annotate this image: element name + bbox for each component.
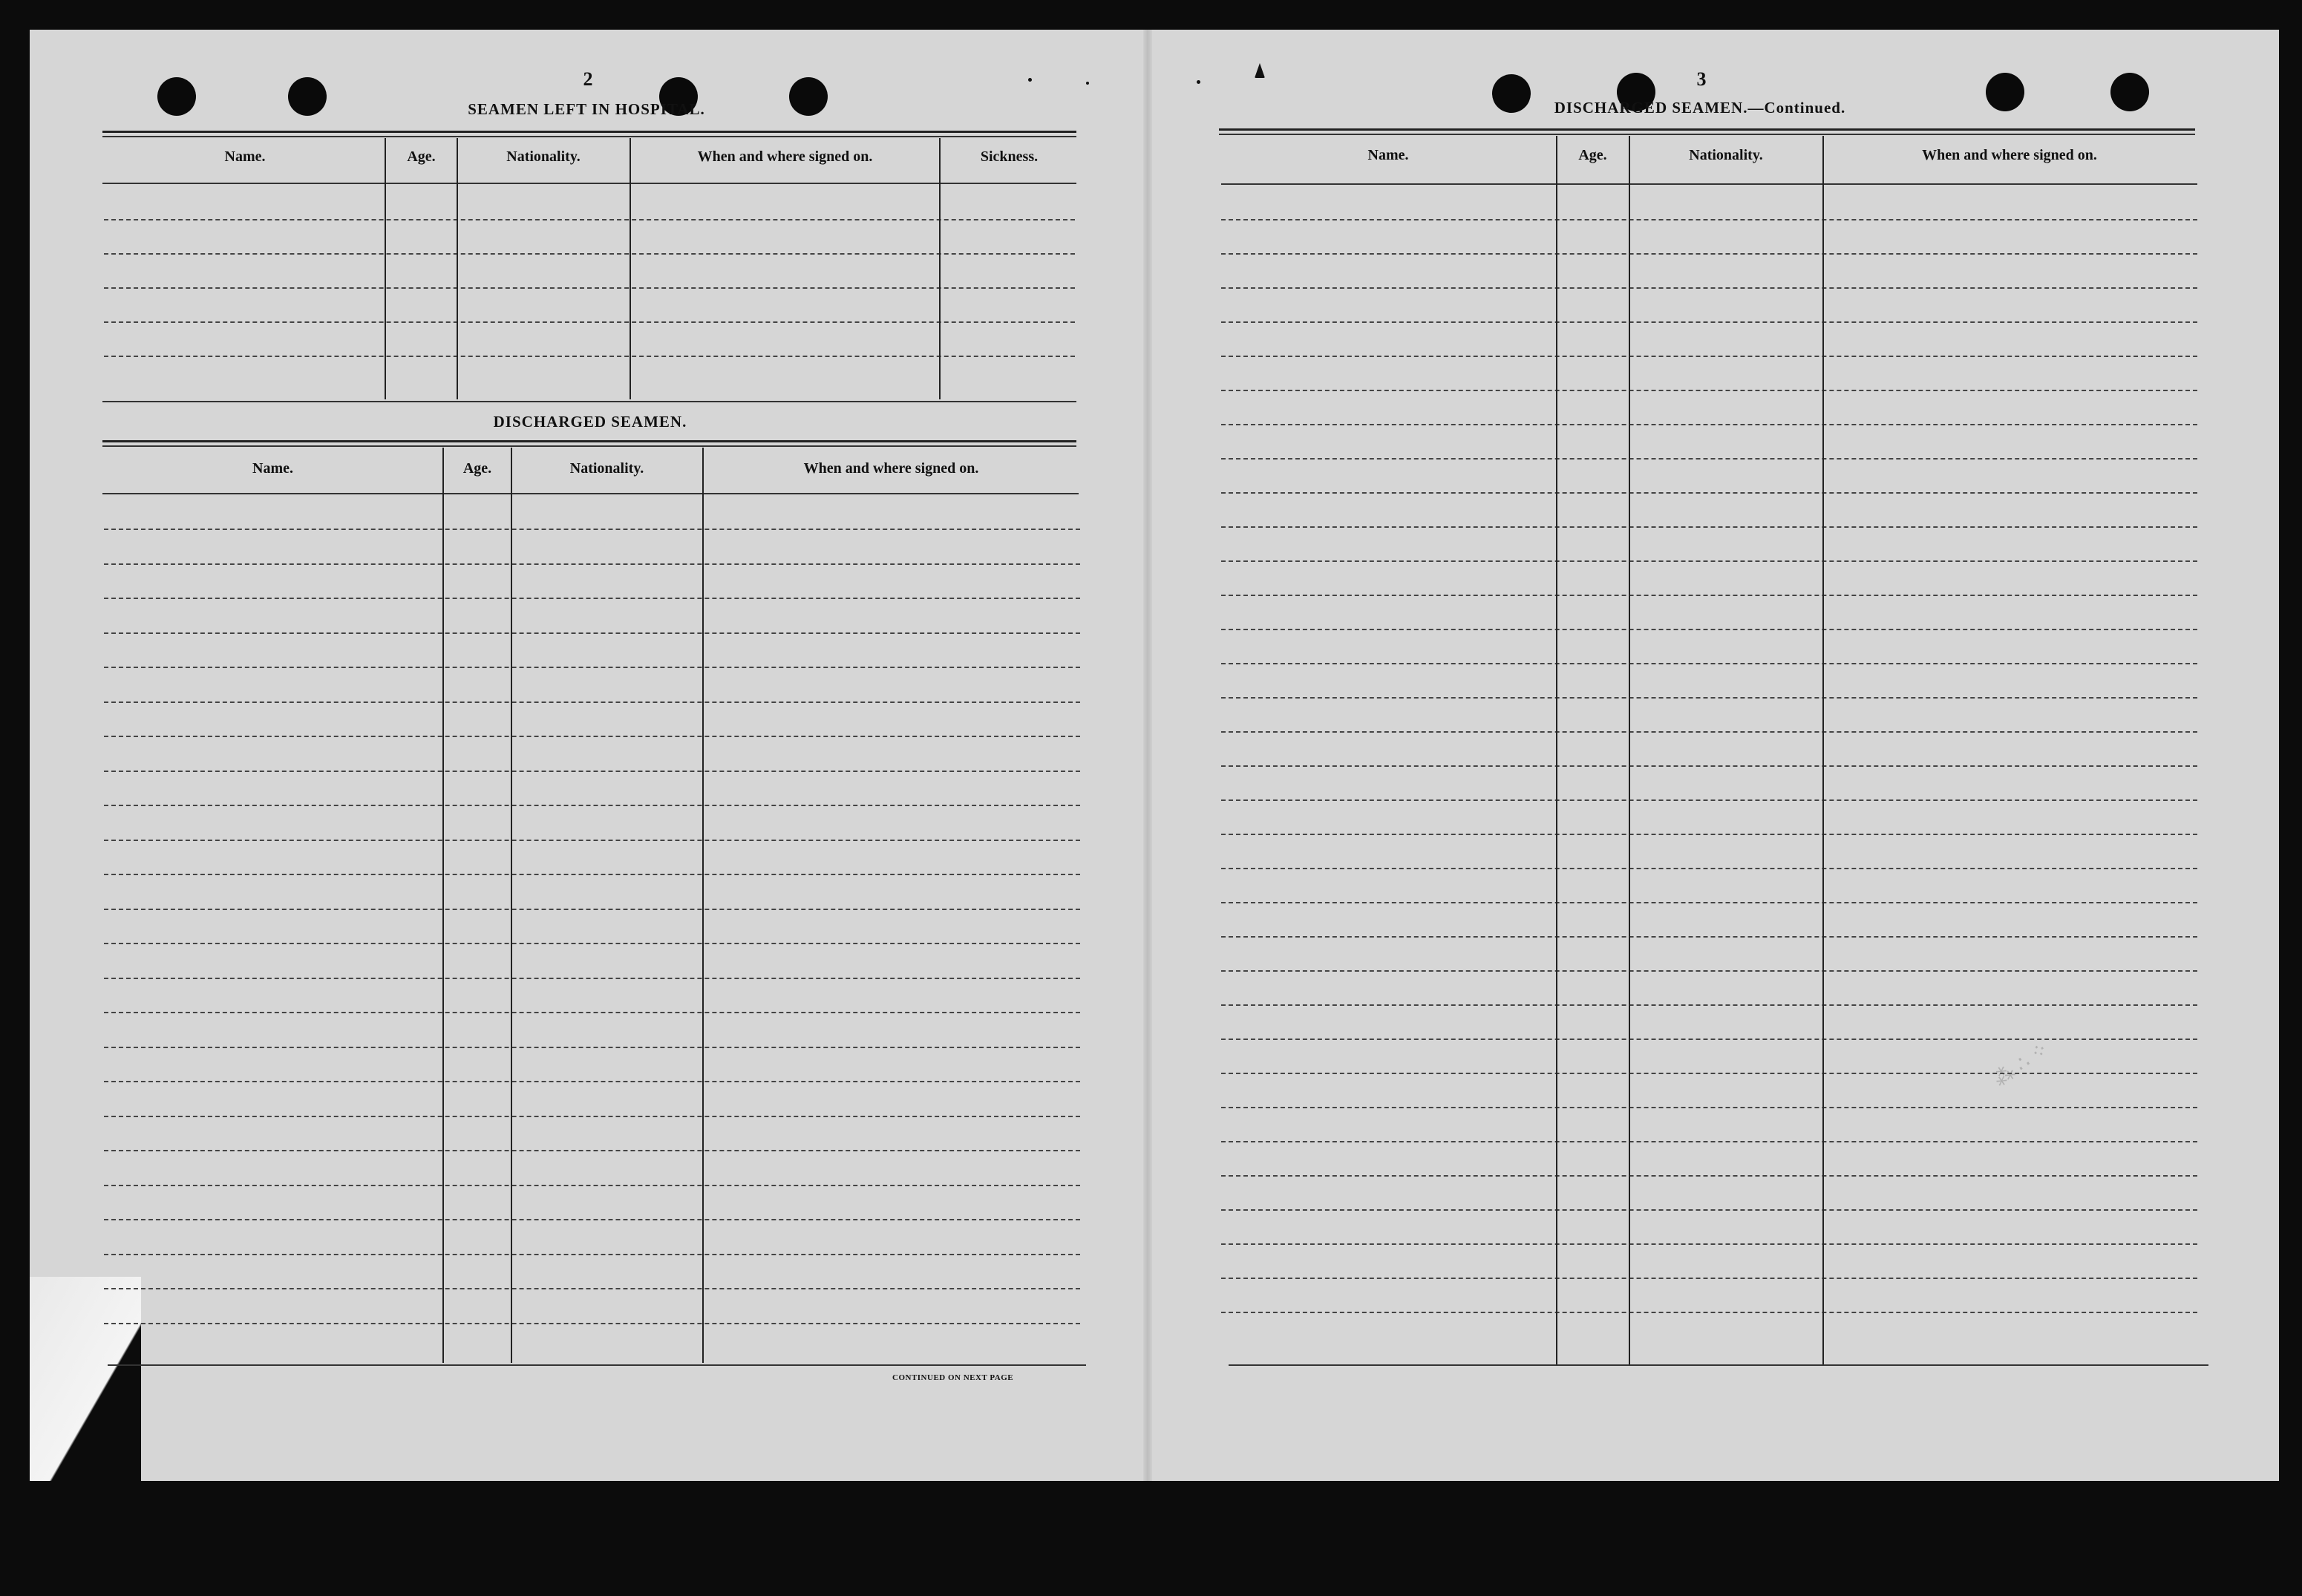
ruled-line xyxy=(104,1012,1080,1013)
document-sheet xyxy=(30,30,2279,1481)
ruled-line xyxy=(104,909,1080,910)
punch-hole xyxy=(1986,73,2024,111)
col-header-sickness: Sickness. xyxy=(980,148,1039,165)
ruled-line xyxy=(104,321,1075,323)
col-header-age: Age. xyxy=(407,148,436,165)
speck xyxy=(1086,82,1089,85)
ruled-line xyxy=(104,287,1075,289)
ruled-line xyxy=(104,356,1075,357)
ruled-line xyxy=(104,1254,1080,1255)
col-divider xyxy=(939,138,941,399)
faint-stamp: ⁂ ∴ ⁘ xyxy=(1989,1037,2054,1092)
ruled-line xyxy=(1221,1039,2197,1040)
ruled-line xyxy=(104,943,1080,944)
ruled-line xyxy=(1221,492,2197,494)
col-header-signed-on: When and where signed on. xyxy=(803,460,979,477)
ruled-line xyxy=(1221,765,2197,767)
rule xyxy=(102,131,1076,133)
ruled-line xyxy=(1221,356,2197,357)
section-title-discharged: DISCHARGED SEAMEN. xyxy=(493,413,687,431)
col-header-nationality: Nationality. xyxy=(506,148,581,165)
page-number-right: 3 xyxy=(1696,68,1707,90)
ruled-line xyxy=(1221,868,2197,869)
ruled-line xyxy=(104,598,1080,599)
ruled-line xyxy=(104,1323,1080,1324)
curled-corner xyxy=(30,1277,141,1481)
rule xyxy=(1229,1364,2208,1366)
ruled-line xyxy=(104,840,1080,841)
ruled-line xyxy=(1221,1278,2197,1279)
col-header-name: Name. xyxy=(224,148,266,165)
section-title-hospital: SEAMEN LEFT IN HOSPITAL. xyxy=(468,100,705,118)
ruled-line xyxy=(1221,1175,2197,1177)
col-divider xyxy=(1822,136,1824,1364)
ruled-line xyxy=(1221,253,2197,255)
col-header-signed-on: When and where signed on. xyxy=(697,148,873,165)
ruled-line xyxy=(1221,663,2197,664)
rule xyxy=(102,440,1076,442)
ruled-line xyxy=(1221,834,2197,835)
page-fold xyxy=(1143,30,1152,1481)
ruled-line xyxy=(1221,287,2197,289)
col-header-name: Name. xyxy=(252,460,293,477)
ruled-line xyxy=(1221,1004,2197,1006)
col-divider xyxy=(457,138,458,399)
ruled-line xyxy=(1221,697,2197,699)
col-divider xyxy=(702,448,704,1363)
section-title-discharged-continued: DISCHARGED SEAMEN.—Continued. xyxy=(1554,99,1846,117)
ruled-line xyxy=(1221,560,2197,562)
ruled-line xyxy=(1221,1243,2197,1245)
ruled-line xyxy=(104,701,1080,703)
rule xyxy=(1219,128,2195,131)
ruled-line xyxy=(104,1219,1080,1220)
ruled-line xyxy=(1221,321,2197,323)
col-header-age: Age. xyxy=(462,460,492,477)
header-rule xyxy=(102,183,1076,184)
ruled-line xyxy=(104,632,1080,634)
ruled-line xyxy=(104,563,1080,565)
rule xyxy=(108,1364,1086,1366)
ruled-line xyxy=(104,805,1080,806)
punch-hole xyxy=(1492,74,1531,113)
col-header-nationality: Nationality. xyxy=(1689,147,1763,163)
ruled-line xyxy=(104,978,1080,979)
ruled-line xyxy=(1221,424,2197,425)
header-rule xyxy=(102,493,1079,494)
speck xyxy=(1197,80,1200,84)
col-divider xyxy=(1556,136,1557,1364)
ruled-line xyxy=(1221,219,2197,220)
ruled-line xyxy=(104,771,1080,772)
ruled-line xyxy=(1221,1141,2197,1142)
col-divider xyxy=(511,448,512,1363)
col-divider xyxy=(1629,136,1630,1364)
ruled-line xyxy=(1221,731,2197,733)
ruled-line xyxy=(104,253,1075,255)
ruled-line xyxy=(1221,458,2197,459)
ruled-line xyxy=(1221,629,2197,630)
col-header-age: Age. xyxy=(1578,147,1607,163)
col-header-signed-on: When and where signed on. xyxy=(1922,147,2097,163)
punch-hole xyxy=(2110,73,2149,111)
ruled-line xyxy=(1221,1107,2197,1108)
ruled-line xyxy=(1221,936,2197,938)
ruled-line xyxy=(104,1150,1080,1151)
punch-hole xyxy=(288,77,327,116)
page-number-left: 2 xyxy=(583,68,593,90)
ruled-line xyxy=(104,1081,1080,1082)
ruled-line xyxy=(104,529,1080,530)
ruled-line xyxy=(1221,526,2197,528)
footer-continued: CONTINUED ON NEXT PAGE xyxy=(892,1373,1014,1382)
punch-hole xyxy=(789,77,828,116)
col-divider xyxy=(442,448,444,1363)
ruled-line xyxy=(1221,799,2197,801)
rule xyxy=(102,401,1076,402)
ruled-line xyxy=(1221,902,2197,903)
speck xyxy=(1028,78,1032,82)
ruled-line xyxy=(1221,390,2197,391)
ruled-line xyxy=(1221,1073,2197,1074)
ruled-line xyxy=(104,1185,1080,1186)
ruled-line xyxy=(1221,1209,2197,1211)
col-divider xyxy=(385,138,386,399)
ruled-line xyxy=(104,1047,1080,1048)
ruled-line xyxy=(104,1116,1080,1117)
rule xyxy=(102,445,1076,447)
ruled-line xyxy=(104,736,1080,737)
col-header-nationality: Nationality. xyxy=(569,460,644,477)
punch-hole xyxy=(157,77,196,116)
header-rule xyxy=(1221,183,2197,185)
rule xyxy=(1219,134,2195,135)
ruled-line xyxy=(104,667,1080,668)
ruled-line xyxy=(104,1288,1080,1289)
ruled-line xyxy=(104,219,1075,220)
col-header-name: Name. xyxy=(1367,147,1409,163)
ruled-line xyxy=(1221,970,2197,972)
ruled-line xyxy=(1221,1312,2197,1313)
rule xyxy=(102,136,1076,137)
col-divider xyxy=(630,138,631,399)
ruled-line xyxy=(104,874,1080,875)
ruled-line xyxy=(1221,595,2197,596)
